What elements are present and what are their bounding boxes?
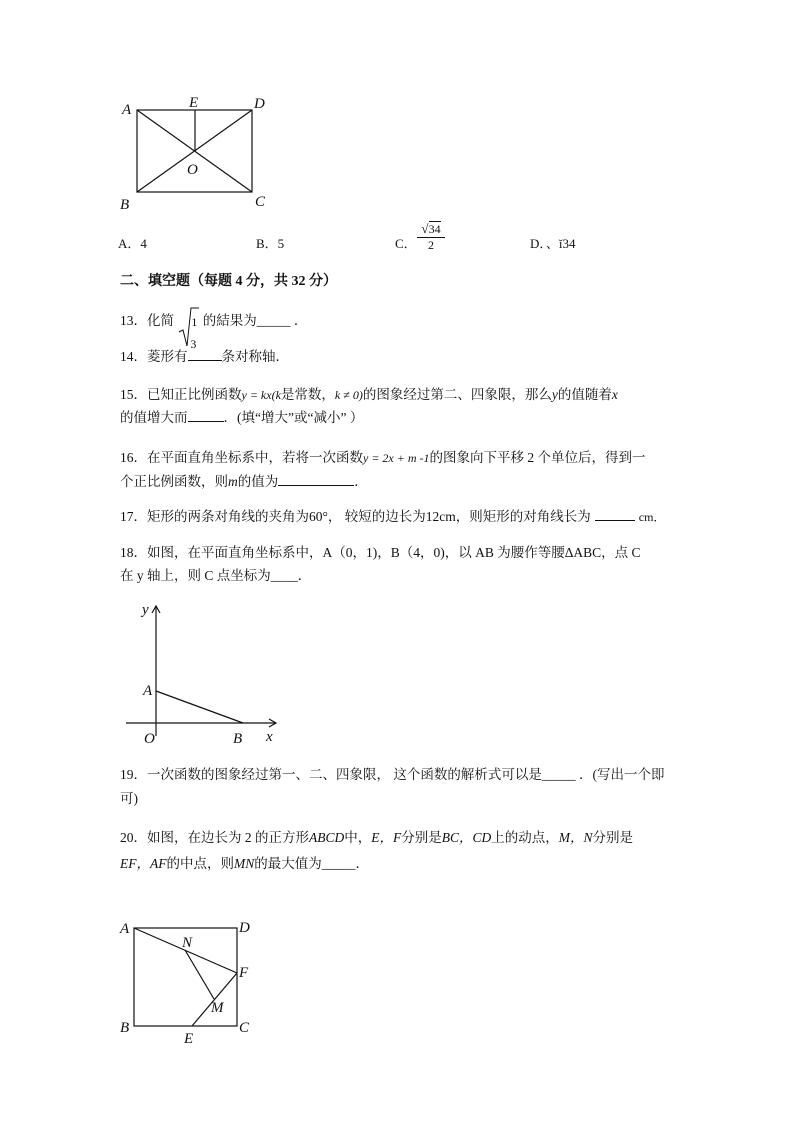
option-b: B．5 xyxy=(256,236,285,251)
q15-text-d: 的值随着 xyxy=(557,387,612,402)
q20-segments: EF，AF xyxy=(120,856,167,871)
q20-text-f: 的中点，则 xyxy=(166,856,234,871)
q14-blank[interactable] xyxy=(188,348,222,361)
label-C: C xyxy=(255,194,266,210)
q15-text-f: ．(填“增大”或“减小” ） xyxy=(223,410,364,425)
q15-text-b: 是常数， xyxy=(280,387,335,402)
q20-points-ef: E，F xyxy=(371,830,402,845)
q20-text-g: 的最大值为_____． xyxy=(254,856,369,871)
question-16-line1 xyxy=(120,446,646,470)
question-13 xyxy=(120,309,308,351)
q15-var-y: y xyxy=(551,387,558,402)
q20-text-b: 中， xyxy=(344,830,372,845)
q15-text-a: 15．已知正比例函数 xyxy=(120,387,242,402)
sq-label-A: A xyxy=(120,921,130,937)
q15-blank[interactable] xyxy=(188,409,224,422)
question-15-line1 xyxy=(120,383,618,407)
label-O: O xyxy=(187,162,198,178)
rectangle-figure xyxy=(112,88,282,218)
q17-unit: cm． xyxy=(638,510,666,524)
point-label-B: B xyxy=(233,731,243,747)
square-figure xyxy=(112,910,272,1050)
question-20-line1 xyxy=(120,826,633,850)
sq-label-F: F xyxy=(239,965,249,981)
sq-label-M: M xyxy=(211,1000,224,1016)
q16-var-m: m xyxy=(228,474,238,489)
question-14 xyxy=(120,345,289,369)
q20-segment-mn: MN xyxy=(234,856,255,871)
label-A: A xyxy=(122,102,132,118)
q15-condition: k ≠ 0) xyxy=(334,388,363,402)
q20-points-mn: M，N xyxy=(558,830,593,845)
label-E: E xyxy=(189,95,199,111)
question-20-line2 xyxy=(120,852,369,876)
q17-text: 17．矩形的两条对角线的夹角为60°， 较短的边长为12cm，则矩形的对角线长为 xyxy=(120,509,591,524)
option-c-numerator: 34 xyxy=(428,222,441,236)
option-c-prefix: C． xyxy=(395,236,417,251)
sq-label-N: N xyxy=(182,935,193,951)
q20-sides: BC，CD xyxy=(441,830,492,845)
q15-text-e: 的值增大而 xyxy=(120,410,188,425)
q13-prefix: 13．化简 xyxy=(120,313,174,328)
q14-prefix: 14．菱形有 xyxy=(120,349,188,364)
point-label-A: A xyxy=(143,683,153,699)
sq-label-E: E xyxy=(184,1031,194,1047)
origin-label-O: O xyxy=(144,731,155,747)
q16-blank[interactable] xyxy=(278,473,354,486)
question-19-line1: 19．一次函数的图象经过第一、二、四象限， 这个函数的解析式可以是_____ ．(写出一个即 xyxy=(120,767,665,782)
q20-text-e: 分别是 xyxy=(592,830,634,845)
question-19-line2: 可) xyxy=(120,791,138,806)
option-d: D．、ǐ34 xyxy=(530,236,576,251)
question-15-line2 xyxy=(120,406,363,430)
axis-label-y: y xyxy=(142,602,149,618)
label-B: B xyxy=(120,197,130,213)
q16-text-b: 的图象向下平移 2 个单位后，得到一 xyxy=(429,450,646,465)
q16-formula: y = 2x + m -1 xyxy=(363,451,430,465)
section-heading: 二、填空题（每题 4 分，共 32 分） xyxy=(120,274,337,289)
sq-label-B: B xyxy=(120,1020,130,1036)
q20-square-name: ABCD xyxy=(309,830,345,845)
option-a: A．4 xyxy=(118,236,147,251)
q15-var-x: x xyxy=(611,387,618,402)
q15-text-c: 的图象经过第二、四象限，那么 xyxy=(362,387,552,402)
q16-text-a: 16．在平面直角坐标系中，若将一次函数 xyxy=(120,450,363,465)
option-c-denominator: 2 xyxy=(428,238,434,252)
q14-suffix: 条对称轴． xyxy=(221,349,289,364)
q13-numerator: 1 xyxy=(191,314,198,329)
q13-denominator: 3 xyxy=(190,336,197,351)
question-18-line1: 18．如图，在平面直角坐标系中，A（0，1)，B（4，0)，以 AB 为腰作等腰ΔABC，点 C xyxy=(120,545,641,560)
question-17 xyxy=(120,505,665,529)
q16-text-c: 个正比例函数，则 xyxy=(120,474,228,489)
label-D: D xyxy=(254,96,265,112)
q17-blank[interactable] xyxy=(595,508,635,521)
axis-label-x: x xyxy=(266,729,273,745)
coordinate-figure xyxy=(118,598,288,748)
sq-label-C: C xyxy=(239,1020,250,1036)
q15-formula: y = kx(k xyxy=(241,388,281,402)
q20-text-a: 20．如图，在边长为 2 的正方形 xyxy=(120,830,309,845)
q20-text-d: 上的动点， xyxy=(491,830,559,845)
sq-label-D: D xyxy=(239,920,250,936)
q13-radical xyxy=(177,312,199,351)
question-18-line2: 在 y 轴上，则 C 点坐标为____． xyxy=(120,568,312,583)
q20-text-c: 分别是 xyxy=(401,830,442,845)
q13-suffix: 的結果为_____ ． xyxy=(202,313,308,328)
question-16-line2 xyxy=(120,470,368,494)
q16-text-end: ． xyxy=(354,474,368,489)
option-c-fraction: √34 2 xyxy=(417,221,445,253)
q16-text-d: 的值为 xyxy=(237,474,279,489)
